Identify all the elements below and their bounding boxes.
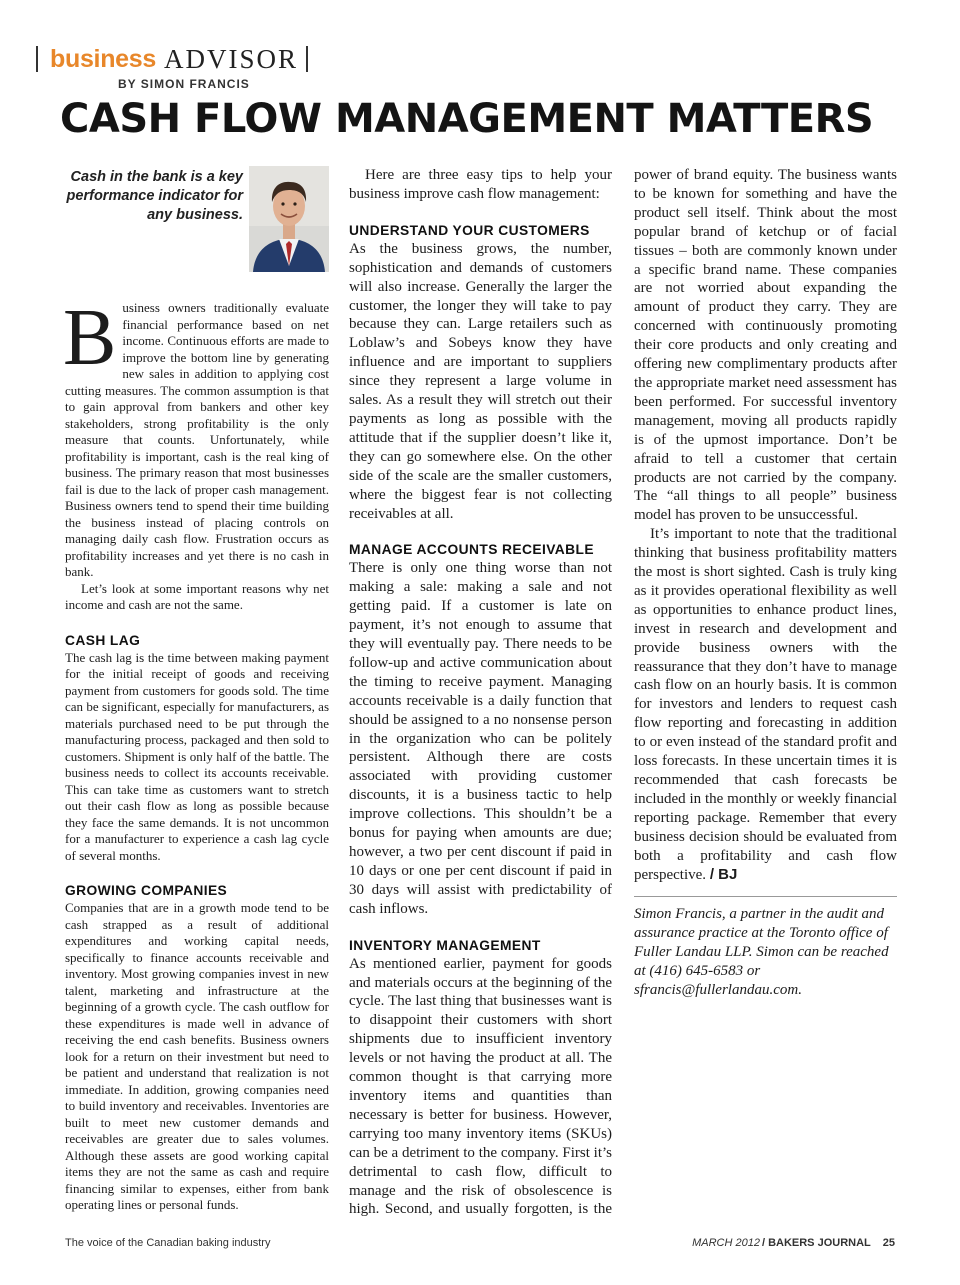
closing-paragraph <box>634 525 897 884</box>
kicker-left-bar <box>36 46 38 72</box>
bio-divider <box>634 896 897 897</box>
author-photo <box>249 166 329 272</box>
body-paragraph: Here are three easy tips to help your business improve cash flow management: <box>349 167 612 202</box>
page-number: 25 <box>882 1237 895 1249</box>
footer-tagline: The voice of the Canadian baking industry <box>65 1237 271 1249</box>
body-paragraph: There is only one thing worse than not making a sale: making a sale and not getting paid. If a customer is late on payment, it’s not enough to assume that they will eventually pay. There needs to be follow-up and active communication about the timing to receive payment. Managing accounts receivable is a daily function that should be assigned to a no nonsense person in the organization who can be politely persistent. Although there are costs associated with providing customer discounts, it is a business tactic to help improve collections. This shouldn’t be a bonus for paying when amounts are due; however, a two per cent discount if paid in 10 days or one per cent discount if paid in 30 days will assist with predictability of cash inflows. <box>349 560 612 917</box>
subhead-growing-companies: GROWING COMPANIES <box>65 883 228 898</box>
headline: CASH FLOW MANAGEMENT MATTERS <box>60 96 874 142</box>
body-paragraph: The cash lag is the time between making payment for the initial receipt of goods and receiving payment from customers for goods sold. The time can be significant, especially for manufacturers, as materials purchased need to be put through the manufacturing process, packaged and then sold to customers. Shipment is only half of the battle. The business needs to collect its accounts receivable. This can take time as customers want to stretch out their cash flow as long as possible because they face the same demands. It is not uncommon for a manufacturer to experience a cash lag cycle of several months. <box>65 649 329 863</box>
pull-quote: Cash in the bank is a key performance indicator for any business. <box>66 169 243 223</box>
closing-text: It’s important to note that the traditional thinking that business profitability matters the most is short sighted. Cash is truly king as it provides operational flexibility as well as opportunities to enhance product lines, invest in research and development and provide business owners with the reassurance that they don’t have to manage cash flow on an hourly basis. It is common for investors and lenders to request cash flow reporting and forecasting in addition to or even instead of the standard profit and loss forecasts. In these uncertain times it is recommended that cash forecasts be included in the monthly or weekly financial reporting package. Remember that every business decision should be evaluated from both a profitability and cash flow perspective. <box>634 526 897 883</box>
kicker-right-bar <box>306 46 308 72</box>
kicker-brand: business <box>50 44 156 73</box>
footer-folio <box>692 1237 895 1249</box>
subhead-cash-lag: CASH LAG <box>65 632 141 648</box>
opening-paragraph <box>63 294 329 581</box>
subhead-accounts-receivable: MANAGE ACCOUNTS RECEIVABLE <box>349 542 594 558</box>
body-paragraph: As the business grows, the number, sophistication and demands of customers will also increase. Generally the larger the customer, the longer they will take to pay because they can. Large retailers such as Loblaw’s and Sobeys know they have influence and are important to suppliers since they represent a large volume in sales. As a result they will stretch out their payments as long as possible with the attitude that if the supplier doesn’t like it, they can go somewhere else. On the other side of the scale are the smaller customers, where the biggest fear is not collecting receivables at all. <box>349 240 612 522</box>
signoff-mark: / BJ <box>709 865 738 883</box>
drop-cap: B <box>63 294 117 382</box>
body-paragraph: Let’s look at some important reasons why net income and cash are not the same. <box>65 580 329 612</box>
author-bio: Simon Francis, a partner in the audit and assurance practice at the Toronto office of Fuller Landau LLP. Simon can be reached at (416) 645-6583 or sfrancis@fullerlandau.com. <box>634 906 889 999</box>
body-paragraph: Companies that are in a growth mode tend to be cash strapped as a result of additional expenditures and working capital needs, specifically to finance accounts receivable and inventory. Most growing companies invest in new talent, marketing and infrastructure at the beginning of a growth cycle. The cash outflow for these expenditures is made well in advance of receiving the end cash benefits. Business owners look for a return on their investment but need to be patient and understand that realization is not immediate. In addition, growing companies need to build inventory and receivables. Inventories are built to meet new customer demands and receivables are greater due to sales volumes. Although these assets are good working capital items they are not the same as cash and require financing similar to expenses, either from bank operating lines or personal funds. <box>65 900 329 1212</box>
article-column-1 <box>65 166 329 1214</box>
subhead-understand-customers: UNDERSTAND YOUR CUSTOMERS <box>349 222 590 238</box>
section-kicker <box>36 44 308 74</box>
footer-magazine: / BAKERS JOURNAL <box>761 1237 871 1249</box>
body-paragraph: usiness owners traditionally evaluate financial performance based on net income. Continuous efforts are made to improve the bottom line by generating new sales in addition to applying cost cutting measures. The common assumption is that to gain approval from bankers and other key stakeholders, strong profitability is the only measure that counts. Unfortunately, while profitability is important, cash is the real king of business. The primary reason that most businesses fail is due to the lack of proper cash management. Business owners tend to spend their time building the business instead of placing controls on managing daily cash flow. Frustration occurs as profitability increases and yet there is no cash in bank. <box>65 300 329 579</box>
kicker-column-name: ADVISOR <box>163 43 298 74</box>
intro-block <box>65 166 329 292</box>
article-columns-2-3 <box>349 166 897 1228</box>
body-paragraph: As mentioned earlier, payment for goods and materials occurs at the beginning of the cycle. The last thing that businesses want is to disappoint their customers with short shipments due to insufficient inventory levels or not having the product at all. The common thought is that carrying more inventory items and quantities than necessary is better for business. However, carrying too many inventory items (SKUs) can be a detriment to the company. First it’s detrimental to cash flow, difficult to manage and the risk of obsolescence is high. Second, and usually forgotten, is the power of brand equity. The business wants to be known for something and have the product sell itself. Think about the most popular brand of ketchup or of facial tissues – both are commonly known under a specific brand name. These companies are not worried about expanding the amount of product they carry. They are concerned with continuously promoting their core products and only creating and offering new complimentary products after the appropriate market need assessment has been performed. For successful inventory management, moving all products rapidly is of the upmost importance. Don’t be afraid to tell a customer that certain products are not carried by the company. The “all things to all people” business model has proven to be unsuccessful. <box>349 167 897 1218</box>
byline: BY SIMON FRANCIS <box>118 77 250 91</box>
footer-issue: MARCH 2012 <box>692 1237 760 1249</box>
subhead-inventory-management: INVENTORY MANAGEMENT <box>349 937 541 953</box>
